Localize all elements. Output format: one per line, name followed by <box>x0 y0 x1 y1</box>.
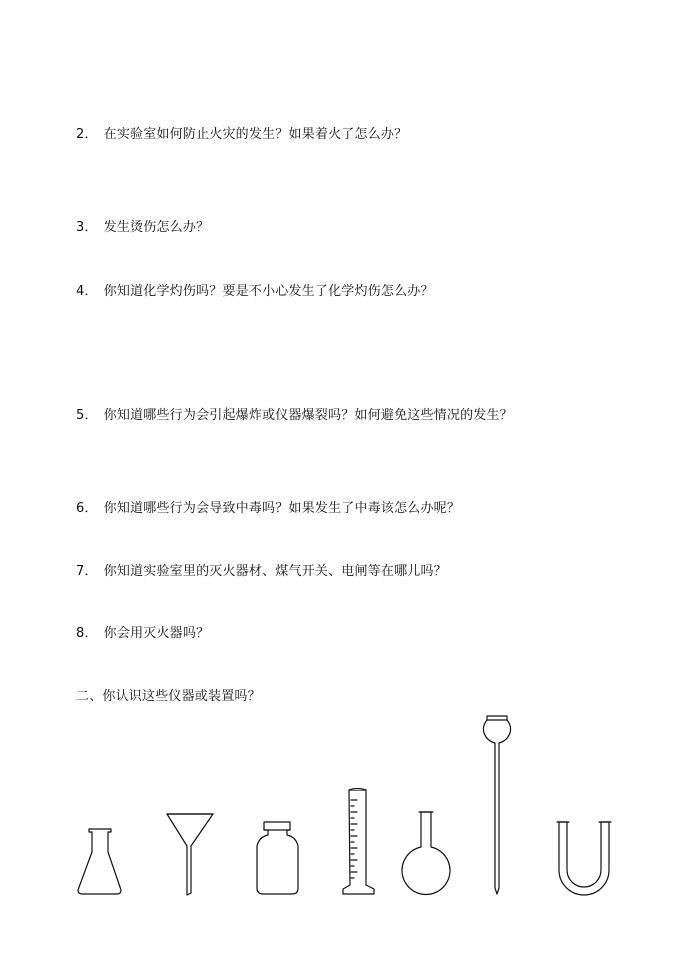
question-text: 你会用灭火器吗？ <box>103 626 210 641</box>
u-tube-illustration <box>557 822 611 895</box>
round-bottom-flask-illustration <box>402 812 450 894</box>
question-number: 2． <box>76 127 98 142</box>
question-number: 6． <box>76 501 98 516</box>
apparatus-illustrations <box>0 705 688 905</box>
question-number: 7． <box>76 564 98 579</box>
question-number: 3． <box>76 220 98 235</box>
question-text: 你知道化学灼伤吗？要是不小心发生了化学灼伤怎么办？ <box>103 284 434 299</box>
reagent-bottle-illustration <box>257 822 298 894</box>
long-stem-funnel-illustration <box>483 716 510 894</box>
question-text: 在实验室如何防止火灾的发生？如果着火了怎么办？ <box>103 127 408 142</box>
conical-flask-illustration <box>78 829 121 894</box>
question-2 <box>76 127 407 143</box>
question-5 <box>76 408 513 424</box>
question-4 <box>76 284 434 300</box>
question-text: 你知道实验室里的灭火器材、煤气开关、电闸等在哪儿吗？ <box>103 564 447 579</box>
question-number: 4． <box>76 284 98 299</box>
funnel-illustration <box>167 814 213 895</box>
question-6 <box>76 501 460 517</box>
question-8 <box>76 626 209 642</box>
question-text: 发生烫伤怎么办？ <box>103 220 210 235</box>
question-text: 你知道哪些行为会导致中毒吗？如果发生了中毒该怎么办呢？ <box>103 501 461 516</box>
question-number: 5． <box>76 408 98 423</box>
question-text: 你知道哪些行为会引起爆炸或仪器爆裂吗？如何避免这些情况的发生？ <box>103 408 513 423</box>
question-7 <box>76 564 447 580</box>
question-number: 8． <box>76 626 98 641</box>
question-3 <box>76 220 209 236</box>
section-title: 二、你认识这些仪器或装置吗？ <box>76 689 261 704</box>
graduated-cylinder-illustration <box>343 789 374 895</box>
